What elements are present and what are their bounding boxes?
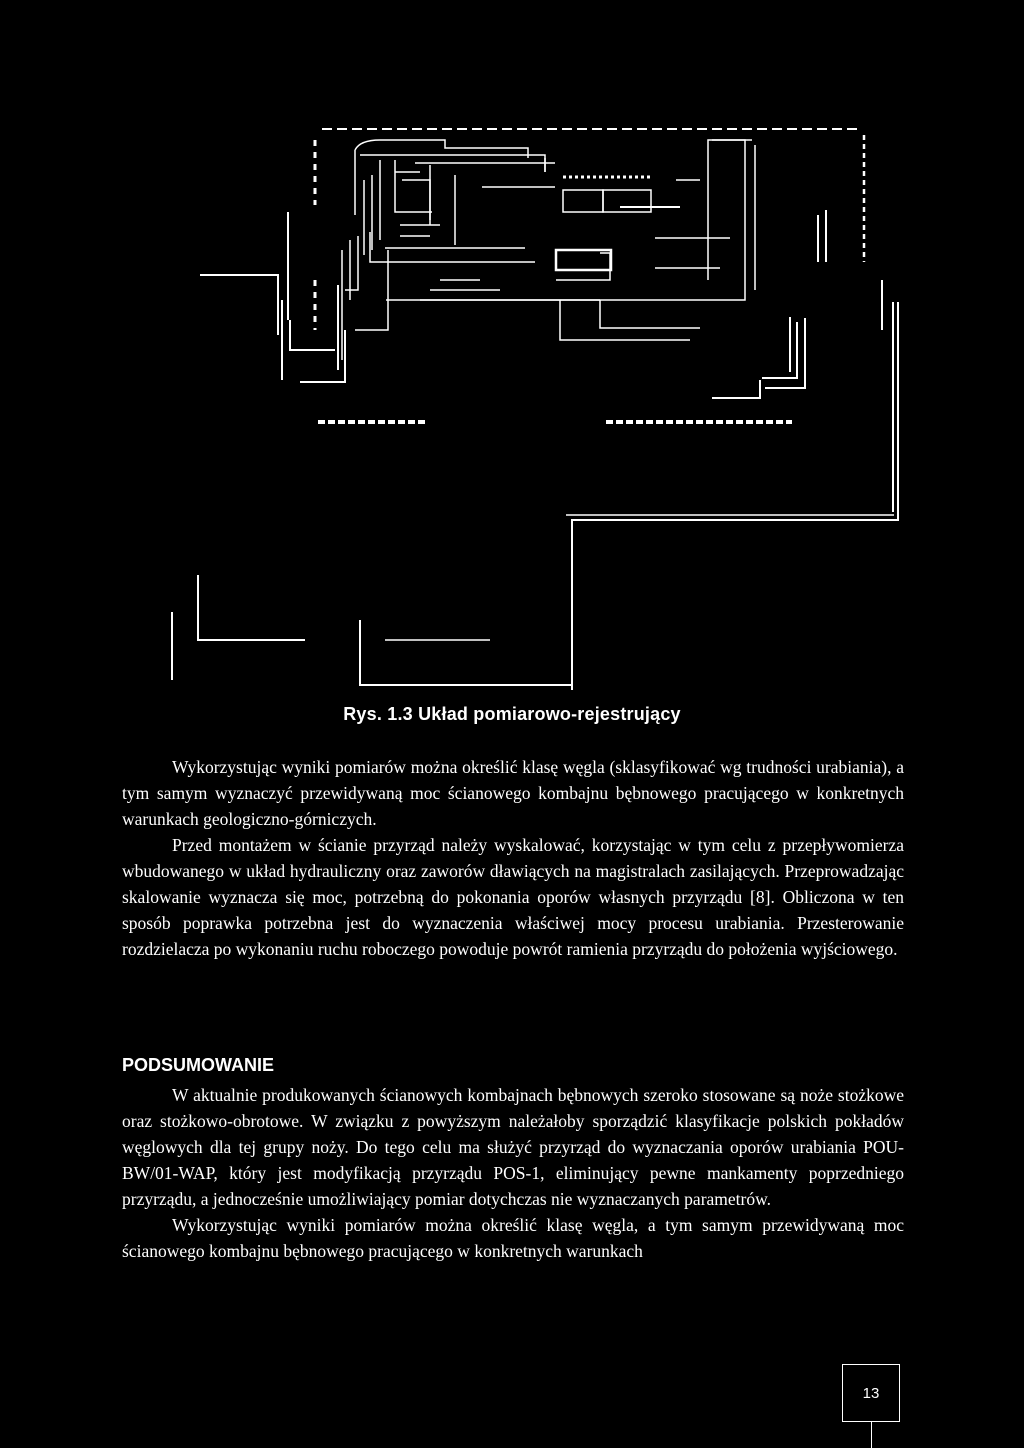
paragraph: W aktualnie produkowanych ścianowych kombajnach bębnowych szeroko stosowane są noże stożkowe oraz stożkowo-obrotowe. W związku z powyższym należałoby sporządzić klasyfikacje polskich pokładów węglowych dla tej grupy noży. Do tego celu ma służyć przyrząd do wyznaczania oporów urabiania POU-BW/01-WAP, który jest modyfikacją przyrządu POS-1, eliminujący pewne mankamenty poprzedniego przyrządu, a jednocześnie umożliwiający pomiar dotychczas nie wyznaczanych parametrów. <box>122 1085 904 1209</box>
pipe-line <box>200 275 278 335</box>
measurement-system-diagram <box>0 0 1024 700</box>
frame-line <box>345 236 358 290</box>
pipe-line <box>572 302 898 690</box>
base-line <box>198 575 305 640</box>
pipe-line <box>290 320 335 350</box>
pipe-line <box>712 380 760 398</box>
base-line <box>360 620 572 685</box>
frame-line <box>370 232 535 262</box>
frame-line <box>386 140 745 300</box>
body-text-section <box>122 754 904 962</box>
page-number: 13 <box>842 1364 900 1422</box>
frame-line <box>600 300 700 328</box>
figure-caption: Rys. 1.3 Układ pomiarowo-rejestrujący <box>343 704 681 724</box>
module-box <box>563 190 603 212</box>
summary-text-section <box>122 1082 904 1264</box>
frame-line <box>560 300 690 340</box>
paragraph: Przed montażem w ścianie przyrząd należy wyskalować, korzystając w tym celu z przepływomierza wbudowanego w układ hydrauliczny oraz zaworów dławiących na magistralach zasilających. Przeprowadzając skalowanie wyznacza się moc, potrzebną do pokonania oporów własnych przyrządu [8]. Obliczona w ten sposób poprawka potrzebna jest do wyznaczenia właściwej mocy procesu urabiania. Przesterowanie rozdzielacza po wykonaniu ruchu roboczego powoduje powrót ramienia przyrządu do położenia wyjściowego. <box>122 835 904 959</box>
frame-line <box>556 253 610 280</box>
main-frame <box>355 140 528 215</box>
section-heading: PODSUMOWANIE <box>122 1055 275 1075</box>
module-box <box>603 190 651 212</box>
paragraph: Wykorzystując wyniki pomiarów można określić klasę węgla (sklasyfikować wg trudności urabiania), a tym samym wyznaczyć przewidywaną moc ścianowego kombajnu bębnowego pracującego w konkretnych warunkach geologiczno-górniczych. <box>122 757 904 829</box>
pipe-line <box>762 322 797 378</box>
paragraph: Wykorzystując wyniki pomiarów można określić klasę węgla, a tym samym przewidywaną moc ścianowego kombajnu bębnowego pracującego w konkretnych warunkach <box>122 1215 904 1261</box>
page-number-tail <box>871 1422 872 1448</box>
